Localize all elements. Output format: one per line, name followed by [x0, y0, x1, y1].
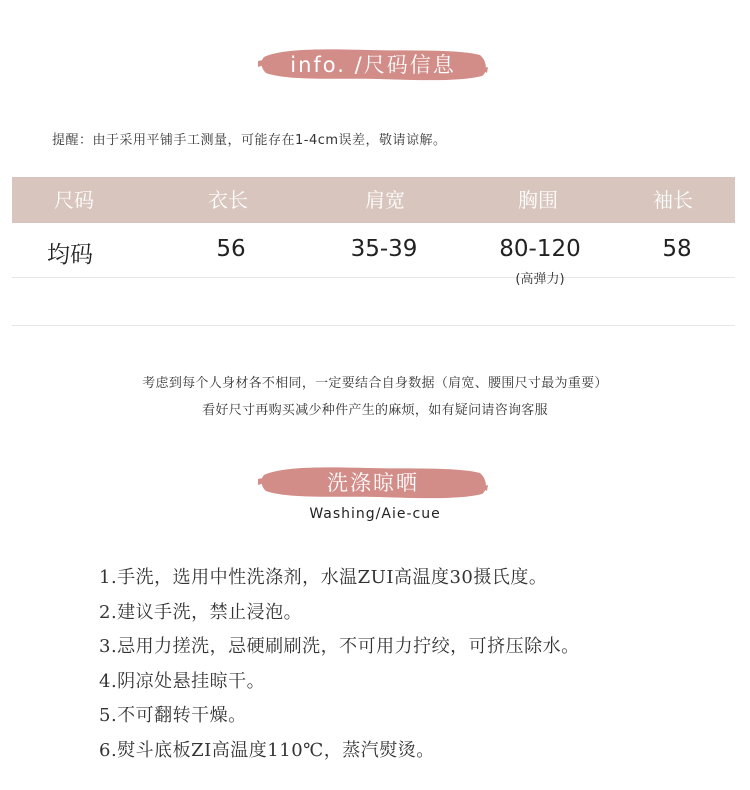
- list-item: 6.熨斗底板ZI高温度110℃，蒸汽熨烫。: [99, 739, 435, 761]
- list-item: 5.不可翻转干燥。: [99, 705, 247, 726]
- wash-title-banner: [258, 465, 488, 501]
- cell-sleeve: 58: [662, 236, 692, 262]
- cell-length: 56: [216, 236, 246, 262]
- cell-size: 均码: [47, 242, 93, 268]
- header-sleeve: 袖长: [653, 188, 693, 212]
- header-chest: 胸围: [518, 188, 558, 212]
- list-item: 2.建议手洗，禁止浸泡。: [99, 601, 303, 623]
- care-instructions-list: [99, 563, 580, 770]
- size-info-title: info. /尺码信息: [290, 53, 456, 77]
- size-info-title-banner: [258, 47, 488, 83]
- list-item: 3.忌用力搓洗，忌硬刷刷洗，不可用力拧绞，可挤压除水。: [99, 636, 580, 657]
- table-row-empty: [12, 278, 735, 326]
- list-item: 1.手洗，选用中性洗涤剂，水温ZUI高温度30摄氏度。: [99, 567, 548, 588]
- header-size: 尺码: [54, 188, 94, 212]
- cell-chest: 80-120: [499, 236, 581, 262]
- header-shoulder: 肩宽: [365, 188, 405, 212]
- cell-chest-note: (高弹力): [515, 272, 565, 287]
- measurement-note: 提醒：由于采用平铺手工测量，可能存在1-4cm误差，敬请谅解。: [52, 133, 447, 148]
- fit-tip-line-1: 考虑到每个人身材各不相同，一定要结合自身数据（肩宽、腰围尺寸最为重要）: [142, 376, 608, 391]
- fit-tip-line-2: 看好尺寸再购买减少种件产生的麻烦，如有疑问请咨询客服: [202, 403, 548, 418]
- wash-subtitle: Washing/Aie-cue: [309, 506, 441, 522]
- list-item: 4.阴凉处悬挂晾干。: [99, 670, 266, 692]
- cell-shoulder: 35-39: [350, 236, 418, 262]
- table-row: [12, 223, 735, 287]
- size-table-header: [12, 177, 735, 223]
- wash-title: 洗涤晾晒: [327, 471, 419, 495]
- size-table: [12, 177, 735, 326]
- header-length: 衣长: [208, 188, 248, 212]
